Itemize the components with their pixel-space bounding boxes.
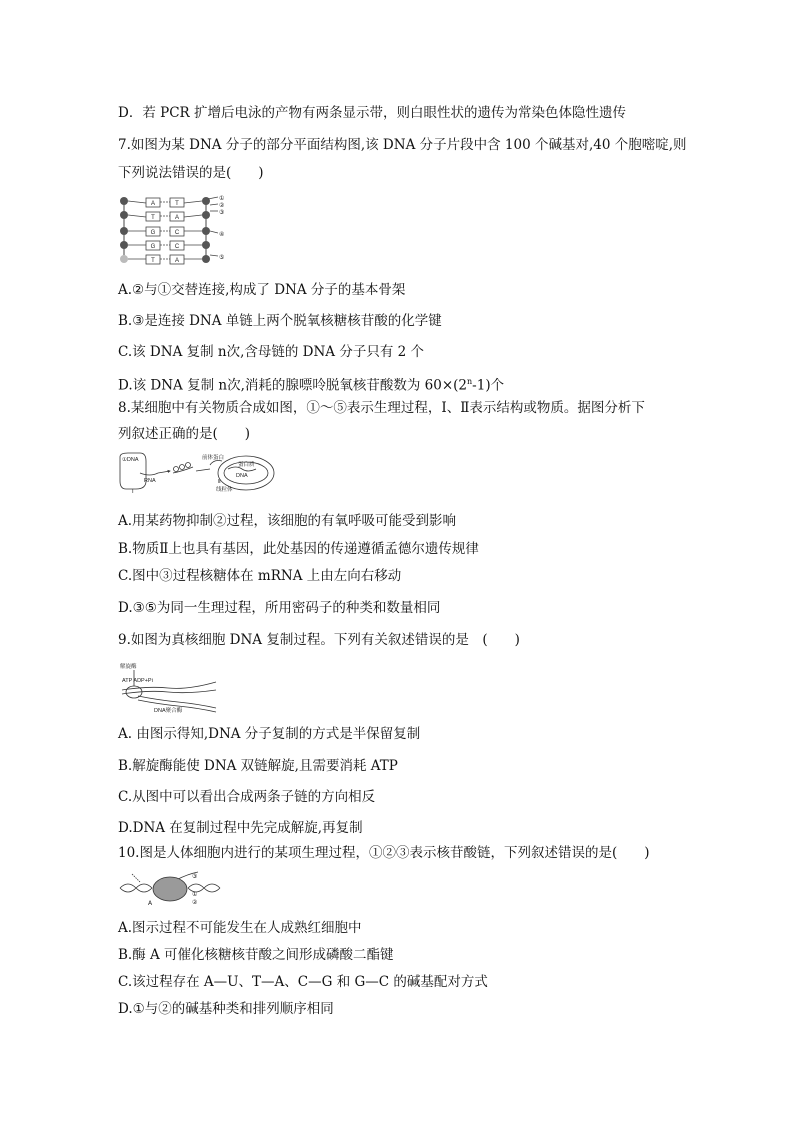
phosphate-icon (202, 255, 210, 263)
marker-label: ③ (219, 209, 225, 216)
helicase-label: 解旋酶 (120, 664, 137, 670)
atp-label: ATP ADP+Pi (122, 678, 153, 684)
dna-label: ①DNA (122, 457, 139, 463)
q7-option-d-tail: -1)个 (472, 377, 505, 394)
inner-dna-label: DNA (236, 473, 248, 479)
base-label: C (174, 230, 180, 236)
phosphate-icon (120, 241, 128, 249)
base-label: T (175, 201, 179, 207)
q10-option-a: A.图示过程不可能发生在人成熟红细胞中 (118, 920, 362, 936)
q7-option-b: B.③是连接 DNA 单链上两个脱氧核糖核苷酸的化学键 (118, 313, 442, 329)
q8-option-b: B.物质Ⅱ上也具有基因，此处基因的传递遵循孟德尔遗传规律 (118, 541, 479, 557)
marker-label: ① (219, 195, 225, 202)
q9-stem: 9.如图为真核细胞 DNA 复制过程。下列有关叙述错误的是 ( ) (118, 632, 520, 648)
q9-option-c: C.从图中可以看出合成两条子链的方向相反 (118, 789, 376, 805)
q7-option-d-main: D.该 DNA 复制 n次,消耗的腺嘌呤脱氧核苷酸数为 60×(2 (118, 377, 468, 394)
marker-label: ⑤ (219, 254, 225, 261)
q9-option-d: D.DNA 在复制过程中先完成解旋,再复制 (118, 820, 363, 836)
phosphate-icon (120, 255, 128, 263)
q7-dna-structure-diagram (118, 195, 233, 267)
q6-option-d: D．若 PCR 扩增后电泳的产物有两条显示带，则白眼性状的遗传为常染色体隐性遗传 (118, 105, 626, 121)
q8-option-a: A.用某药物抑制②过程，该细胞的有氧呼吸可能受到影响 (118, 513, 457, 529)
q7-stem-line2: 下列说法错误的是( ) (118, 165, 264, 181)
base-label: A (174, 258, 180, 264)
q8-option-c: C.图中③过程核糖体在 mRNA 上由左向右移动 (118, 568, 402, 584)
numeral-label: Ⅰ (132, 489, 134, 495)
polymerase-label: DNA聚合酶 (154, 708, 183, 714)
q7-option-c: C.该 DNA 复制 n次,含母链的 DNA 分子只有 2 个 (118, 344, 425, 360)
base-label: C (174, 244, 180, 250)
enzyme-a-shape (153, 877, 187, 901)
phosphate-groups (120, 197, 210, 263)
phosphate-icon (120, 197, 128, 205)
q10-option-d: D.①与②的碱基种类和排列顺序相同 (118, 1001, 334, 1017)
phosphate-icon (120, 211, 128, 219)
marker-label: ① (192, 891, 198, 898)
q10-option-c: C.该过程存在 A—U、T—A、C—G 和 G—C 的碱基配对方式 (118, 974, 488, 990)
q9-option-a: A. 由图示得知,DNA 分子复制的方式是半保留复制 (118, 726, 421, 742)
mitochondrion-label: 线粒体 (216, 487, 233, 493)
phosphate-icon (202, 197, 210, 205)
q7-option-d (118, 372, 504, 396)
marker-label: ② (219, 202, 225, 209)
base-label: G (150, 230, 156, 236)
q10-stem: 10.图是人体细胞内进行的某项生理过程，①②③表示核苷酸链，下列叙述错误的是( ) (118, 845, 650, 861)
q8-stem-line2: 列叙述正确的是( ) (118, 426, 251, 442)
phosphate-icon (202, 227, 210, 235)
q8-option-d: D.③⑤为同一生理过程，所用密码子的种类和数量相同 (118, 600, 441, 616)
phosphate-icon (202, 241, 210, 249)
numeral-label: Ⅱ (218, 479, 221, 485)
q7-option-d-exponent: n (467, 377, 473, 386)
q8-stem-line1: 8.某细胞中有关物质合成如图，①～⑤表示生理过程，Ⅰ、Ⅱ表示结构或物质。据图分析下 (118, 400, 645, 416)
q9-dna-replication-diagram (118, 660, 218, 714)
enzyme-a-label: A (148, 900, 153, 907)
marker-label: ② (192, 899, 198, 906)
base-label: A (174, 215, 180, 221)
marker-label: ③ (192, 873, 198, 880)
base-label: T (151, 215, 155, 221)
base-label: T (151, 258, 155, 264)
q10-option-b: B.酶 A 可催化核糖核苷酸之间形成磷酸二酯键 (118, 947, 394, 963)
precursor-label: 前体蛋白 (202, 455, 225, 461)
marker-label: ④ (219, 231, 225, 238)
q7-stem-line1: 7.如图为某 DNA 分子的部分平面结构图,该 DNA 分子片段中含 100 个碱基对,40 个胞嘧啶,则 (118, 137, 687, 153)
rna-label: RNA (144, 478, 156, 484)
q7-option-a: A.②与①交替连接,构成了 DNA 分子的基本骨架 (118, 282, 406, 298)
protein-label: 蛋白质 (238, 462, 255, 468)
q10-transcription-diagram (118, 870, 228, 908)
base-label: G (150, 244, 156, 250)
base-label: A (150, 201, 156, 207)
q9-option-b: B.解旋酶能使 DNA 双链解旋,且需要消耗 ATP (118, 758, 398, 774)
q8-protein-synthesis-diagram (118, 451, 278, 495)
phosphate-icon (202, 211, 210, 219)
phosphate-icon (120, 227, 128, 235)
